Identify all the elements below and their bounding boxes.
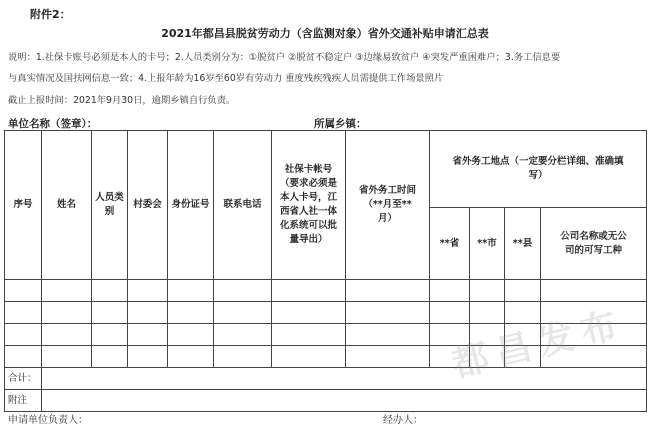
cell[interactable] <box>470 302 505 324</box>
cell[interactable] <box>168 302 214 324</box>
col-header-time: 省外务工时间（**月至**月） <box>346 131 430 280</box>
note-line-1: 说明：1.社保卡账号必须是本人的卡号；2.人员类别分为：①脱贫户 ②脱贫不稳定户 ③边缘易致贫户 ④突发严重困难户；3.务工信息要 <box>8 52 561 63</box>
cell[interactable] <box>346 280 430 302</box>
cell[interactable] <box>214 280 272 302</box>
cell[interactable] <box>430 324 470 346</box>
cell[interactable] <box>128 346 168 368</box>
note-deadline: 截止上报时间：2021年9月30日，逾期乡镇自行负责。 <box>8 95 236 106</box>
cell[interactable] <box>92 324 128 346</box>
cell[interactable] <box>42 346 92 368</box>
cell[interactable] <box>272 302 346 324</box>
remark-row <box>5 390 647 412</box>
cell[interactable] <box>128 324 168 346</box>
cell[interactable] <box>168 280 214 302</box>
cell[interactable] <box>5 346 42 368</box>
unit-name-label: 单位名称（签章）： <box>8 118 98 130</box>
col-header-city: **市 <box>470 208 505 280</box>
table-row <box>5 324 647 346</box>
total-value-cell[interactable] <box>42 368 647 390</box>
cell[interactable] <box>346 302 430 324</box>
remark-label: 附注 <box>5 390 42 412</box>
cell[interactable] <box>5 302 42 324</box>
cell[interactable] <box>92 302 128 324</box>
cell[interactable] <box>42 324 92 346</box>
cell[interactable] <box>42 302 92 324</box>
cell[interactable] <box>541 324 647 346</box>
attachment-label: 附件2： <box>30 8 71 21</box>
col-header-county: **县 <box>505 208 541 280</box>
col-header-id: 身份证号 <box>168 131 214 280</box>
table-row <box>5 346 647 368</box>
handler-signature-label: 经办人： <box>383 415 423 426</box>
cell[interactable] <box>430 346 470 368</box>
township-label: 所属乡镇： <box>314 118 367 130</box>
total-label: 合计： <box>5 368 42 390</box>
cell[interactable] <box>214 346 272 368</box>
form-title: 2021年都昌县脱贫劳动力（含监测对象）省外交通补贴申请汇总表 <box>161 27 489 40</box>
col-header-seq: 序号 <box>5 131 42 280</box>
cell[interactable] <box>470 324 505 346</box>
cell[interactable] <box>272 324 346 346</box>
watermark-logo: 都昌发布 <box>448 303 630 386</box>
cell[interactable] <box>5 280 42 302</box>
cell[interactable] <box>272 280 346 302</box>
col-header-card: 社保卡帐号（要求必须是本人卡号，江西省人社一体化系统可以批量导出） <box>272 131 346 280</box>
cell[interactable] <box>214 302 272 324</box>
col-header-province: **省 <box>430 208 470 280</box>
cell[interactable] <box>346 346 430 368</box>
cell[interactable] <box>505 280 541 302</box>
cell[interactable] <box>92 346 128 368</box>
col-header-company: 公司名称或无公司的可写工种 <box>541 208 647 280</box>
cell[interactable] <box>541 302 647 324</box>
cell[interactable] <box>470 346 505 368</box>
cell[interactable] <box>541 280 647 302</box>
cell[interactable] <box>505 324 541 346</box>
total-row <box>5 368 647 390</box>
cell[interactable] <box>168 324 214 346</box>
cell[interactable] <box>430 280 470 302</box>
col-header-phone: 联系电话 <box>214 131 272 280</box>
cell[interactable] <box>505 346 541 368</box>
cell[interactable] <box>128 280 168 302</box>
cell[interactable] <box>430 302 470 324</box>
cell[interactable] <box>346 324 430 346</box>
table-row <box>5 280 647 302</box>
cell[interactable] <box>128 302 168 324</box>
cell[interactable] <box>470 280 505 302</box>
table-row <box>5 302 647 324</box>
cell[interactable] <box>168 346 214 368</box>
cell[interactable] <box>541 346 647 368</box>
col-header-name: 姓名 <box>42 131 92 280</box>
cell[interactable] <box>214 324 272 346</box>
summary-table <box>4 130 647 412</box>
header-row-top <box>5 131 647 208</box>
col-header-location: 省外务工地点（一定要分栏详细、准确填写） <box>430 131 647 208</box>
cell[interactable] <box>5 324 42 346</box>
applicant-signature-label: 申请单位负责人： <box>8 415 88 426</box>
col-header-village: 村委会 <box>128 131 168 280</box>
cell[interactable] <box>272 346 346 368</box>
remark-value-cell[interactable] <box>42 390 647 412</box>
cell[interactable] <box>505 302 541 324</box>
note-line-2: 与真实情况及国扶网信息一致；4.上报年龄为16岁至60岁有劳动力 重度残疾残疾人员需提供工作场景照片 <box>8 73 444 84</box>
cell[interactable] <box>42 280 92 302</box>
cell[interactable] <box>92 280 128 302</box>
col-header-category: 人员类别 <box>92 131 128 280</box>
